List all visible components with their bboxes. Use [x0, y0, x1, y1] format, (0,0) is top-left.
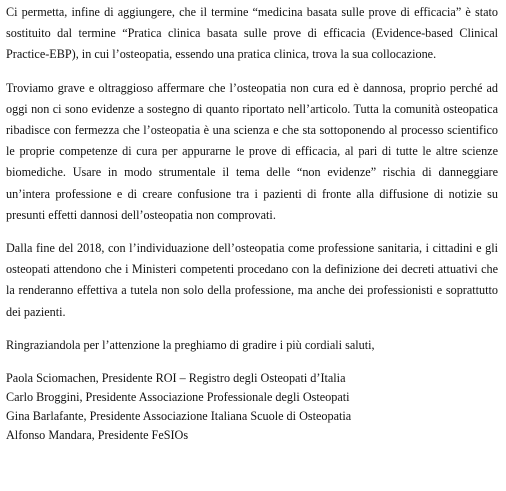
signature-list: [6, 369, 498, 445]
letter-body: [6, 2, 498, 445]
signature-mandara: Alfonso Mandara, Presidente FeSIOs: [6, 427, 189, 442]
paragraph-ebp: Ci permetta, infine di aggiungere, che il termine “medicina basata sulle prove di efficacia” è stato sostituito dal termine “Pratica clinica basata sulle prove di efficacia (Evidence-based Clinical Practice-EBP), in cui l’osteopatia, essendo una pratica clinica, trova la sua collocazione.: [6, 5, 498, 62]
signature-sciomachen: Paola Sciomachen, Presidente ROI – Registro degli Osteopati d’Italia: [6, 370, 346, 385]
paragraph-health-profession: Dalla fine del 2018, con l’individuazione dell’osteopatia come professione sanitaria, i cittadini e gli osteopati attendono che i Ministeri competenti procedano con la definizione dei decreti attuativi che la renderanno effettiva a tutela non solo della professione, ma anche dei professionisti e soprattutto dei pazienti.: [6, 241, 498, 319]
signature-barlafante: Gina Barlafante, Presidente Associazione Italiana Scuole di Osteopatia: [6, 408, 352, 423]
signature-broggini: Carlo Broggini, Presidente Associazione Professionale degli Osteopati: [6, 389, 350, 404]
paragraph-osteopathy-defense: Troviamo grave e oltraggioso affermare che l’osteopatia non cura ed è dannosa, proprio perché ad oggi non ci sono evidenze a sostegno di quanto riportato nell’articolo. Tutta la comunità osteopatica ribadisce con fermezza che l’osteopatia è una scienza e che sta sottoponendo al processo scientifico le proprie competenze di cura per appurarne le prove di efficacia, al pari di tutte le altre scienze biomediche. Usare in modo strumentale il tema delle “non evidenze” rischia di danneggiare un’intera professione e di creare confusione tra i pazienti di fronte alla diffusione di notizie su presunti effetti dannosi dell’osteopatia non comprovati.: [6, 80, 498, 222]
closing-salutation: Ringraziandola per l’attenzione la preghiamo di gradire i più cordiali saluti,: [6, 337, 375, 352]
